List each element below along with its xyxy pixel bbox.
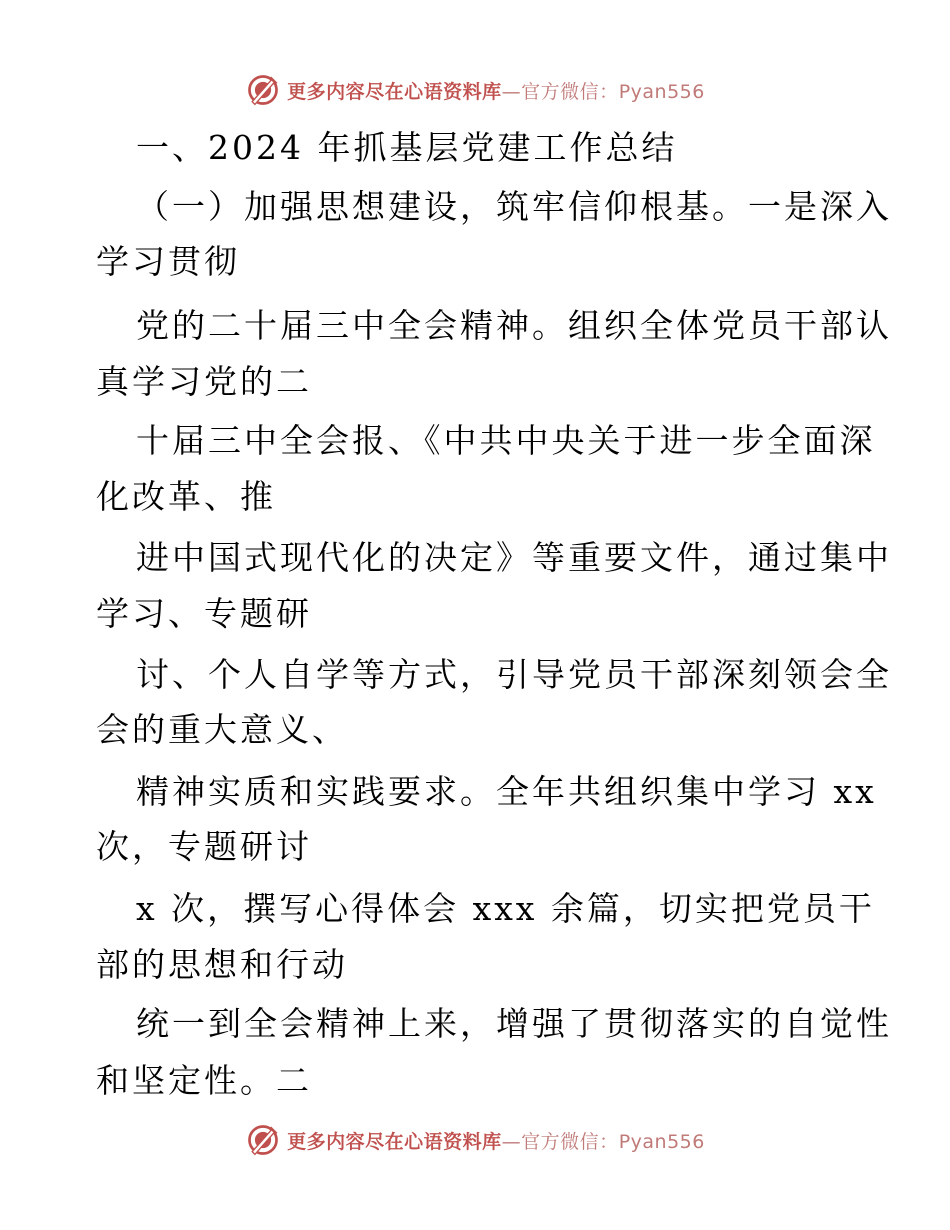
paragraph-line: 和坚定性。二 — [96, 1061, 312, 1100]
watermark-brand: 更多内容尽在心语资料库 — [287, 1130, 502, 1153]
section-heading: 一、2024 年抓基层党建工作总结 — [136, 128, 678, 167]
paragraph-line: 精神实质和实践要求。全年共组织集中学习 xx — [136, 772, 877, 811]
watermark-wechat-label: 官方微信： — [521, 80, 619, 103]
watermark-text — [287, 1127, 705, 1154]
watermark-dash: — — [501, 1130, 522, 1153]
paragraph-line: 真学习党的二 — [96, 362, 312, 401]
paragraph-line: 讨、个人自学等方式，引导党员干部深刻领会全 — [136, 655, 892, 694]
paragraph-line: 化改革、推 — [96, 477, 276, 516]
paragraph-line: 次，专题研讨 — [96, 827, 312, 866]
paragraph-line: 学习贯彻 — [96, 242, 240, 281]
watermark-dash: — — [501, 80, 522, 103]
footer-watermark — [0, 1120, 950, 1160]
paragraph-line: 进中国式现代化的决定》等重要文件，通过集中 — [136, 538, 892, 577]
paragraph-line: 学习、专题研 — [96, 594, 312, 633]
watermark-brand: 更多内容尽在心语资料库 — [287, 80, 502, 103]
watermark-wechat-id: Pyan556 — [618, 80, 705, 103]
pen-nib-seal-icon — [245, 1122, 281, 1158]
paragraph-line: 十届三中全会报、《中共中央关于进一步全面深 — [136, 421, 876, 460]
watermark-wechat-id: Pyan556 — [618, 1130, 705, 1153]
paragraph-line: 统一到全会精神上来，增强了贯彻落实的自觉性 — [136, 1004, 892, 1043]
watermark-wechat-label: 官方微信： — [521, 1130, 619, 1153]
paragraph-line: x 次，撰写心得体会 xxx 余篇，切实把党员干 — [136, 889, 875, 928]
paragraph-line: 会的重大意义、 — [96, 710, 348, 749]
paragraph-line: （一）加强思想建设，筑牢信仰根基。一是深入 — [136, 187, 892, 226]
paragraph-line: 党的二十届三中全会精神。组织全体党员干部认 — [136, 306, 892, 345]
paragraph-line: 部的思想和行动 — [96, 945, 348, 984]
